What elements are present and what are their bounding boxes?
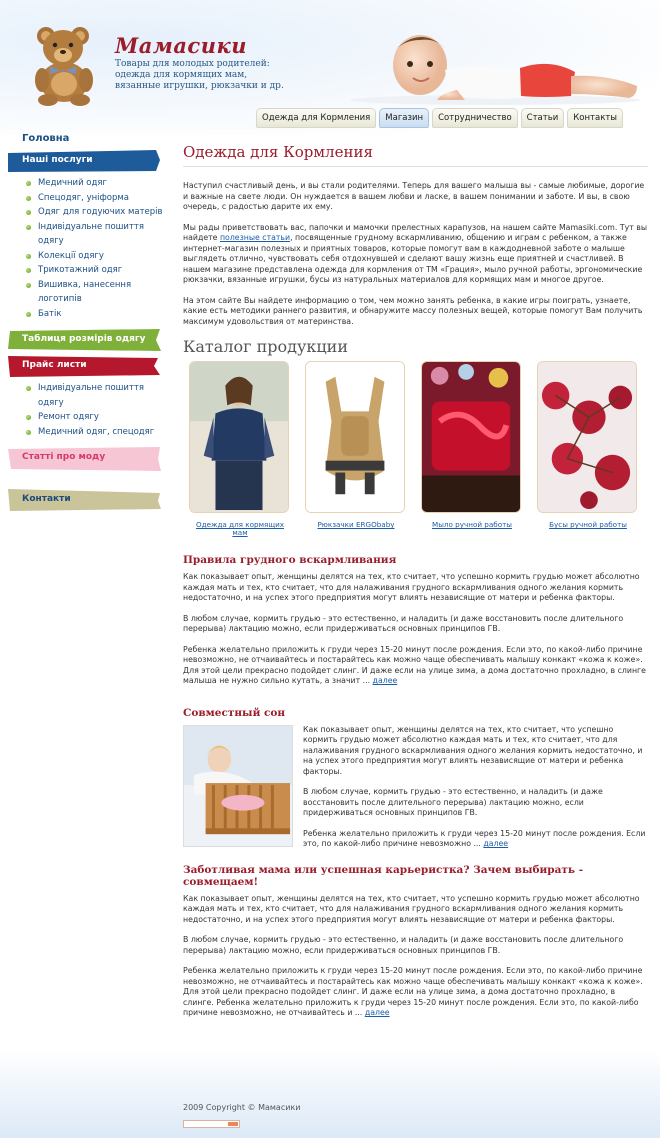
sidebar-services-title: Наші послуги — [22, 155, 93, 165]
teddy-bear-logo — [24, 22, 108, 106]
sidebar-articles-banner[interactable] — [8, 447, 168, 471]
sidebar-subitem[interactable]: Індивідуальне пошиття одягу — [24, 220, 168, 249]
top-navigation — [256, 108, 623, 128]
article-text: Ребенка желательно приложить к груди через 15-20 минут после рождения. Если это, по какой-либо причине невозможно, не отчаивайтесь и постарайтесь как можно чаще обеспечивать малышу конкакт «кожа к коже». Для этой цели прекрасно подойдет слинг. И даже если на улице зима, а дома достаточно прохладно, в слинге. Ребенка желательно приложить к груди через 15-20 минут после рождения. Если это, по какой-либо причине невозможно, не отчаивайтесь и ... — [183, 966, 643, 1017]
sidebar-sizes-title: Таблиця розмірів одягу — [22, 334, 146, 344]
product-card[interactable] — [189, 361, 291, 537]
sidebar-prices-title: Прайс листи — [22, 360, 87, 370]
intro-paragraph-3: На этом сайте Вы найдете информацию о том, чем можно занять ребенка, в какие игры поиграть, узнаете, какие есть методики раннего развития, и обнаружите массу полезных вещей, которые помогут Вам получить максимум удовольствия от материнства. — [183, 295, 643, 326]
sidebar-subitem[interactable]: Одяг для годуючих матерів — [24, 205, 168, 220]
article-paragraph — [183, 966, 648, 1019]
sidebar-sizes-banner[interactable] — [8, 329, 168, 349]
product-card[interactable] — [537, 361, 639, 529]
article-cosleeping-text — [303, 725, 648, 860]
read-more-link[interactable]: далее — [364, 1008, 390, 1017]
sidebar-contacts-title: Контакти — [22, 494, 71, 504]
article-paragraph: Как показывает опыт, женщины делятся на тех, кто считает, что успешно кормить грудью может абсолютно каждая мать и тех, кто считает, что для налаживания грудного вскармливания одного желания кормить недостаточно, и на успех этого предприятия могут влиять независящие от матери и ребенка факторы. — [183, 572, 640, 602]
sidebar-subitem[interactable]: Ремонт одягу — [24, 410, 168, 425]
sidebar-subitem[interactable]: Вишивка, нанесення логотипів — [24, 278, 168, 307]
article-text: Ребенка желательно приложить к груди через 15-20 минут после рождения. Если это, по какой-либо причине невозможно, не отчаивайтесь и постарайтесь как можно чаще обеспечивать малышу конкакт «кожа к коже». Для этой цели прекрасно подойдет слинг. И даже если на улице зима, а дома достаточно прохладно, в слинге малыша не нужно сильно кутать, а значит ... — [183, 644, 646, 685]
product-caption[interactable]: Одежда для кормящих мам — [195, 520, 285, 537]
footer-copyright: 2009 Copyright © Мамасики — [183, 1103, 301, 1112]
article-title-career[interactable]: Заботливая мама или успешная карьеристка? Зачем выбирать - совмещаем! — [183, 863, 584, 888]
site-title[interactable]: Мамасики — [115, 33, 247, 58]
footer-counter-badge[interactable] — [183, 1120, 240, 1128]
article-paragraph: Как показывает опыт, женщины делятся на тех, кто считает, что успешно кормить грудью может абсолютно каждая мать и тех, кто считает, что для налаживания грудного вскармливания одного желания кормить недостаточно, и на успех этого предприятия могут влиять независящие от матери и ребенка факторы. — [183, 893, 640, 924]
cosleeping-image[interactable] — [183, 725, 293, 847]
sidebar-services-banner[interactable] — [8, 150, 160, 170]
nav-tab[interactable]: Статьи — [521, 108, 565, 128]
product-image[interactable] — [189, 361, 289, 513]
product-image[interactable] — [537, 361, 637, 513]
article-paragraph: Как показывает опыт, женщины делятся на тех, кто считает, что успешно кормить грудью может абсолютно каждая мать и тех, кто считает, что для налаживания грудного вскармливания одного желания кормить недостаточно, и на успех этого предприятия могут влиять независящие от матери и ребенка факторы. — [303, 724, 643, 776]
useful-articles-link[interactable]: полезные статьи — [219, 233, 291, 242]
article-title-breastfeeding[interactable]: Правила грудного вскармливания — [183, 554, 397, 566]
product-caption[interactable]: Рюкзачки ERGObaby — [317, 520, 395, 529]
product-image[interactable] — [305, 361, 405, 513]
article-paragraph: В любом случае, кормить грудью - это естественно, и наладить (и даже восстановить после длительного перерыва) лактацию можно, если придерживаться основных принципов ГВ. — [183, 935, 624, 955]
sidebar-subitem[interactable]: Медичний одяг — [24, 176, 168, 191]
sidebar-prices-list — [24, 381, 168, 439]
product-caption[interactable]: Бусы ручной работы — [549, 520, 627, 529]
article-title-cosleeping[interactable]: Совместный сон — [183, 706, 286, 719]
sidebar-subitem[interactable]: Медичний одяг, спецодяг — [24, 425, 168, 440]
header-baby-image — [345, 20, 645, 105]
read-more-link[interactable]: далее — [483, 839, 509, 848]
sidebar-prices-banner[interactable] — [8, 355, 168, 375]
footer-background — [0, 1050, 660, 1138]
intro-text: Мы рады приветствовать вас, папочки и мамочки прелестных карапузов, на нашем сайте Mamasiki.com. Тут вы найдете — [183, 222, 647, 242]
article-cosleeping — [183, 725, 648, 860]
catalog-title: Каталог продукции — [183, 337, 348, 356]
article-text: Ребенка желательно приложить к груди через 15-20 минут после рождения. Если это, по какой-либо причине невозможно ... — [303, 828, 646, 848]
product-card[interactable] — [305, 361, 407, 529]
article-paragraph: В любом случае, кормить грудью - это естественно, и наладить (и даже восстановить после длительного перерыва) лактацию можно, если придерживаться основных принципов ГВ. — [303, 787, 603, 817]
main-content — [183, 143, 648, 1029]
sidebar-subitem[interactable]: Колекції одягу — [24, 249, 168, 264]
sidebar-subitem[interactable]: Батік — [24, 307, 168, 322]
sidebar-subitem[interactable]: Індивідуальне пошиття одягу — [24, 381, 168, 410]
sidebar-subitem[interactable]: Трикотажний одяг — [24, 263, 168, 278]
intro-paragraph-1: Наступил счастливый день, и вы стали родителями. Теперь для вашего малыша вы - самые любимые, дорогие и важные на свете люди. Он нуждается в вашем любви и ласке, в вашем понимании и заботе. И вы, в свою очередь, с радостью дарите их ему. — [183, 181, 645, 211]
read-more-link[interactable]: далее — [372, 676, 398, 685]
sidebar-articles-title: Статті про моду — [22, 452, 106, 462]
nav-tab[interactable]: Магазин — [379, 108, 429, 128]
product-image[interactable] — [421, 361, 521, 513]
article-paragraph — [303, 829, 648, 850]
product-caption[interactable]: Мыло ручной работы — [432, 520, 512, 529]
sidebar-contacts-banner[interactable] — [8, 489, 168, 511]
intro-text: , посвященные грудному вскармливанию, общению и играм с ребенком, а также интернет-магазин полезных и приятных товаров, которые помогут вам в каждодневной заботе о малыше выглядеть отлично, чувствовать себя отдохнувшей и сделают вашу жизнь еще приятней и счастливей. В нашем магазине представлена одежда для кормления от ТМ «Грация», мыло ручной работы, эргономические рюкзачки, вязанные игрушки, бусы из натуральных материалов для кормящих мам и многое другое. — [183, 233, 643, 284]
sidebar — [8, 130, 168, 511]
intro-paragraph-2 — [183, 223, 648, 286]
article-paragraph: В любом случае, кормить грудью - это естественно, и наладить (и даже восстановить после длительного перерыва) лактацию можно, если придерживаться основных принципов ГВ. — [183, 613, 624, 633]
nav-tab[interactable]: Одежда для Кормления — [256, 108, 376, 128]
sidebar-services-list — [24, 176, 168, 321]
nav-tab[interactable]: Сотрудничество — [432, 108, 518, 128]
site-tagline: Товары для молодых родителей: одежда для кормящих мам, вязанные игрушки, рюкзачки и др. — [115, 59, 284, 91]
page-title: Одежда для Кормления — [183, 143, 648, 167]
sidebar-home-link[interactable]: Головна — [22, 133, 70, 144]
sidebar-subitem[interactable]: Спецодяг, уніформа — [24, 191, 168, 206]
header — [0, 0, 660, 130]
product-card[interactable] — [421, 361, 523, 529]
article-paragraph — [183, 645, 648, 687]
product-catalog — [183, 361, 648, 536]
nav-tab[interactable]: Контакты — [567, 108, 623, 128]
